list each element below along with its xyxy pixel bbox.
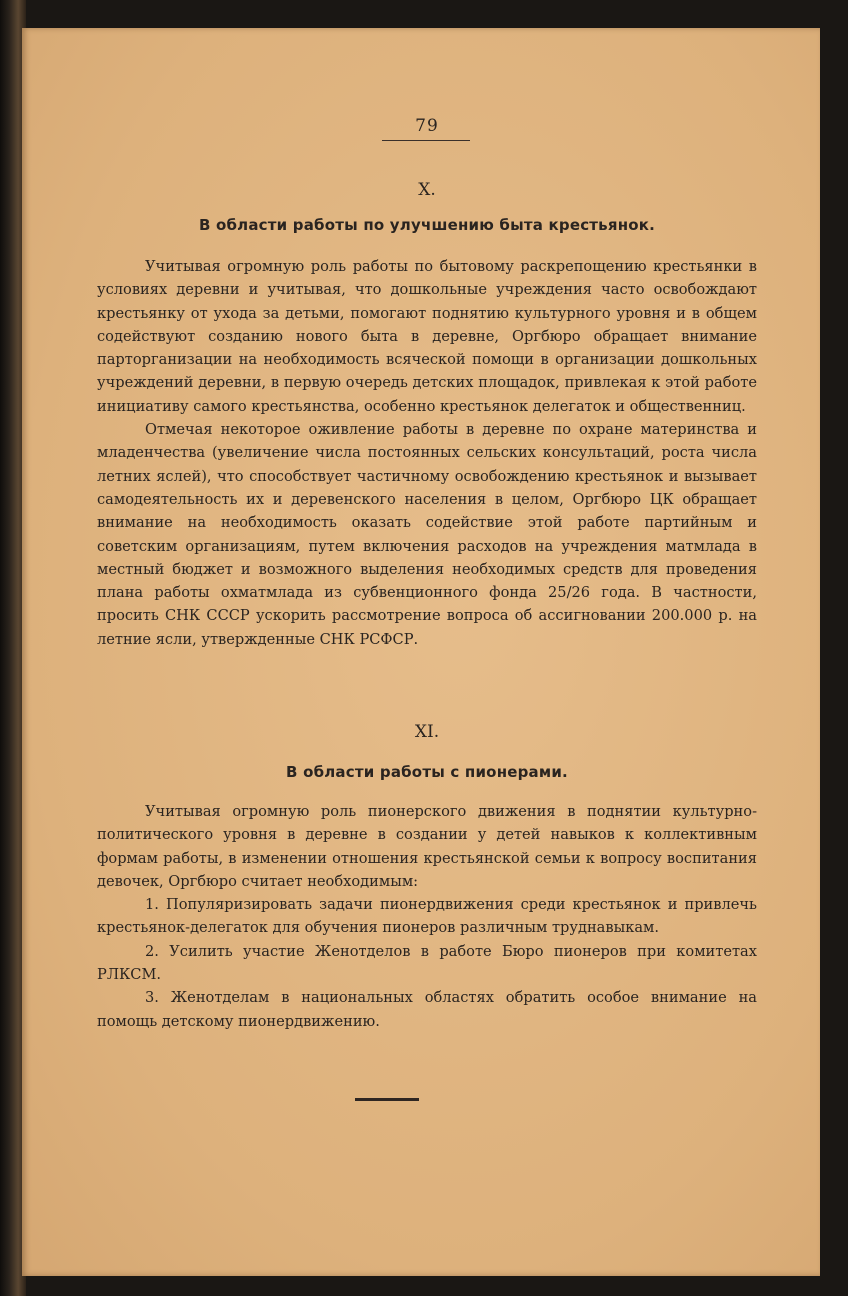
section-xi-paragraph-1: Учитывая огромную роль пионерского движения в поднятии культурно-политического уровня в деревне в создании у детей навыков к коллективным формам работы, в изменении отношения крестьянской семьи к вопросу воспитания девочек, Оргбюро считает необходимым:: [97, 803, 757, 890]
section-x-body: [97, 255, 757, 651]
section-xi-body: [97, 800, 757, 1033]
page-number-underline: [382, 140, 470, 141]
section-x-numeral: X.: [418, 180, 436, 200]
page-number: 79: [415, 116, 439, 136]
section-xi-numeral: XI.: [414, 722, 440, 742]
section-xi-title: В области работы с пионерами.: [286, 763, 568, 781]
page-sheet: [22, 28, 820, 1276]
section-x-title: В области работы по улучшению быта крестьянок.: [198, 216, 656, 234]
end-rule: [355, 1098, 419, 1101]
section-x-paragraph-1: Учитывая огромную роль работы по бытовому раскрепощению крестьянки в условиях деревни и учитывая, что дошкольные учреждения часто освобождают крестьянку от ухода за детьми, помогают поднятию культурного уровня и в общем содействуют созданию нового быта в деревне, Оргбюро обращает внимание парторганизации на необходимость всяческой помощи в организации дошкольных учреждений деревни, в первую очередь детских площадок, привлекая к этой работе инициативу самого крестьянства, особенно крестьянок делегаток и общественниц.: [97, 258, 757, 415]
section-xi-item-2: 2. Усилить участие Женотделов в работе Бюро пионеров при комитетах РЛКСМ.: [97, 942, 757, 984]
section-xi-item-3: 3. Женотделам в национальных областях обратить особое внимание на помощь детскому пионердвижению.: [97, 989, 757, 1030]
section-x-paragraph-2: Отмечая некоторое оживление работы в деревне по охране материнства и младенчества (увеличение числа постоянных сельских консультаций, роста числа летних яслей), что способствует частичному освобождению крестьянок и вызывает самодеятельность их и деревенского населения в целом, Оргбюро ЦК обращает внимание на необходимость оказать содействие этой работе партийным и советским организациям, путем включения расходов на учреждения матмлада в местный бюджет и возможного выделения необходимых средств для проведения плана работы охматмлада из субвенционного фонда 25/26 года. В частности, просить СНК СССР ускорить рассмотрение вопроса об ассигновании 200.000 р. на летние ясли, утвержденные СНК РСФСР.: [97, 421, 757, 648]
section-xi-item-1: 1. Популяризировать задачи пионердвижения среди крестьянок и привлечь крестьянок-делегаток для обучения пионеров различным труднавыкам.: [97, 896, 757, 937]
